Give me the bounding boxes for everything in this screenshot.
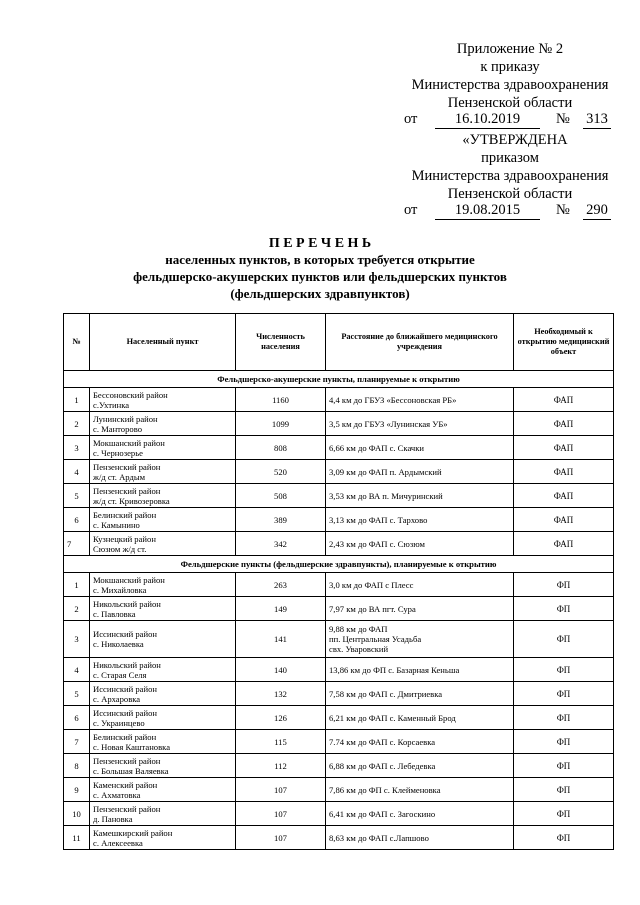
title-line-2: фельдшерско-акушерских пунктов или фельдшерских пунктов [133, 269, 507, 284]
facility-type: ФАП [514, 532, 614, 556]
table-row [64, 802, 614, 826]
facility-type: ФП [514, 597, 614, 621]
facility-type: ФП [514, 754, 614, 778]
settlement-name: Иссинский район с. Архаровка [90, 682, 236, 706]
number-sign-2: № [556, 202, 570, 218]
population-value: 107 [236, 802, 326, 826]
table-row [64, 412, 614, 436]
settlement-name: Никольский район с. Старая Селя [90, 658, 236, 682]
approved-date: 19.08.2015 [435, 201, 540, 220]
row-number: 9 [64, 778, 90, 802]
row-number: 5 [64, 484, 90, 508]
facility-type: ФАП [514, 508, 614, 532]
facility-type: ФП [514, 621, 614, 658]
row-number: 10 [64, 802, 90, 826]
table-row [64, 597, 614, 621]
table-row [64, 682, 614, 706]
approved-ministry-label: Министерства здравоохранения [411, 168, 609, 184]
distance-value: 6,21 км до ФАП с. Каменный Брод [326, 706, 514, 730]
population-value: 520 [236, 460, 326, 484]
table-row [64, 484, 614, 508]
table-row [64, 460, 614, 484]
document-title: П Е Р Е Ч Е Н Ь [268, 236, 372, 251]
approved-label: «УТВЕРЖДЕНА [462, 132, 568, 148]
population-value: 149 [236, 597, 326, 621]
settlement-name: Кузнецкий район Сюзюм ж/д ст. [90, 532, 236, 556]
facility-type: ФАП [514, 460, 614, 484]
row-number: 11 [64, 826, 90, 850]
table-row [64, 706, 614, 730]
population-value: 808 [236, 436, 326, 460]
facility-type: ФП [514, 826, 614, 850]
distance-value: 7.74 км до ФАП с. Корсаевка [326, 730, 514, 754]
settlement-name: Мокшанский район с. Чернозерье [90, 436, 236, 460]
facility-type: ФП [514, 682, 614, 706]
population-value: 126 [236, 706, 326, 730]
table-row [64, 778, 614, 802]
population-value: 389 [236, 508, 326, 532]
row-number: 1 [64, 573, 90, 597]
col-facility-header: Необходимый к открытию медицинский объект [514, 314, 614, 371]
population-value: 140 [236, 658, 326, 682]
row-number: 1 [64, 388, 90, 412]
distance-value: 9,88 км до ФАП пп. Центральная Усадьба свх. Уваровский [326, 621, 514, 658]
distance-value: 6,88 км до ФАП с. Лебедевка [326, 754, 514, 778]
distance-value: 7,58 км до ФАП с. Дмитриевка [326, 682, 514, 706]
settlement-name: Пензенский район с. Большая Валяевка [90, 754, 236, 778]
facility-type: ФАП [514, 412, 614, 436]
table-row [64, 621, 614, 658]
distance-value: 6,66 км до ФАП с. Скачки [326, 436, 514, 460]
table-row [64, 658, 614, 682]
population-value: 1160 [236, 388, 326, 412]
row-number: 6 [64, 508, 90, 532]
facility-type: ФП [514, 658, 614, 682]
col-place-header: Населенный пункт [90, 314, 236, 371]
population-value: 263 [236, 573, 326, 597]
distance-value: 3,53 км до ВА п. Мичуринский [326, 484, 514, 508]
settlement-name: Иссинский район с. Украинцево [90, 706, 236, 730]
order-number: 313 [583, 110, 611, 129]
appendix-label: Приложение № 2 [456, 41, 564, 57]
facility-type: ФАП [514, 436, 614, 460]
population-value: 107 [236, 778, 326, 802]
row-number: 2 [64, 412, 90, 436]
row-number: 7 [64, 730, 90, 754]
distance-value: 7,86 км до ФП с. Клейменовка [326, 778, 514, 802]
row-number: 5 [64, 682, 90, 706]
population-value: 1099 [236, 412, 326, 436]
distance-value: 2,43 км до ФАП с. Сюзюм [326, 532, 514, 556]
col-population-header: Численность населения [236, 314, 326, 371]
distance-value: 6,41 км до ФАП с. Загоскино [326, 802, 514, 826]
distance-value: 8,63 км до ФАП с.Лапшово [326, 826, 514, 850]
settlement-name: Лунинский район с. Манторово [90, 412, 236, 436]
row-number: 4 [64, 658, 90, 682]
settlement-name: Камешкирский район с. Алексеевка [90, 826, 236, 850]
settlement-name: Пензенский район ж/д ст. Кривозеровка [90, 484, 236, 508]
row-number: 4 [64, 460, 90, 484]
row-number: 3 [64, 621, 90, 658]
settlement-name: Белинский район с. Новая Каштановка [90, 730, 236, 754]
title-line-3: (фельдшерских здравпунктов) [230, 286, 410, 301]
table-row [64, 532, 614, 556]
distance-value: 13,86 км до ФП с. Базарная Кеньша [326, 658, 514, 682]
settlement-name: Никольский район с. Павловка [90, 597, 236, 621]
table-row [64, 754, 614, 778]
table-row [64, 508, 614, 532]
approved-region-label: Пензенской области [447, 186, 573, 202]
row-number: 6 [64, 706, 90, 730]
table-row [64, 730, 614, 754]
facility-type: ФП [514, 730, 614, 754]
row-number: 2 [64, 597, 90, 621]
distance-value: 7,97 км до ВА пгт. Сура [326, 597, 514, 621]
approved-number: 290 [583, 201, 611, 220]
distance-value: 3,13 км до ФАП с. Тархово [326, 508, 514, 532]
section-fap-heading: Фельдшерско-акушерские пункты, планируемые к открытию [64, 371, 614, 388]
col-number-header: № [64, 314, 90, 371]
population-value: 141 [236, 621, 326, 658]
distance-value: 4,4 км до ГБУЗ «Бессоновская РБ» [326, 388, 514, 412]
facility-type: ФП [514, 573, 614, 597]
settlement-name: Каменский район с. Ахматовка [90, 778, 236, 802]
table-row [64, 388, 614, 412]
row-number: 7 [64, 532, 90, 556]
distance-value: 3,09 км до ФАП п. Ардымский [326, 460, 514, 484]
settlement-name: Пензенский район д. Пановка [90, 802, 236, 826]
facility-type: ФП [514, 706, 614, 730]
population-value: 132 [236, 682, 326, 706]
population-value: 115 [236, 730, 326, 754]
facility-type: ФП [514, 778, 614, 802]
row-number: 8 [64, 754, 90, 778]
table-row [64, 573, 614, 597]
population-value: 342 [236, 532, 326, 556]
table-row [64, 826, 614, 850]
population-value: 508 [236, 484, 326, 508]
settlement-name: Пензенский район ж/д ст. Ардым [90, 460, 236, 484]
distance-value: 3,5 км до ГБУЗ «Лунинская УБ» [326, 412, 514, 436]
population-value: 112 [236, 754, 326, 778]
table-row [64, 436, 614, 460]
settlements-table [63, 313, 614, 850]
approved-order-label: приказом [481, 150, 539, 166]
distance-value: 3,0 км до ФАП с Плесс [326, 573, 514, 597]
order-date: 16.10.2019 [435, 110, 540, 129]
settlement-name: Белинский район с. Камынино [90, 508, 236, 532]
settlement-name: Бессоновский район с.Ухтинка [90, 388, 236, 412]
col-distance-header: Расстояние до ближайшего медицинского учреждения [326, 314, 514, 371]
ministry-label: Министерства здравоохранения [411, 77, 609, 93]
settlement-name: Иссинский район с. Николаевка [90, 621, 236, 658]
section-fp-heading: Фельдшерские пункты (фельдшерские здравпункты), планируемые к открытию [64, 556, 614, 573]
number-sign: № [556, 111, 570, 127]
row-number: 3 [64, 436, 90, 460]
facility-type: ФП [514, 802, 614, 826]
settlement-name: Мокшанский район с. Михайловка [90, 573, 236, 597]
facility-type: ФАП [514, 388, 614, 412]
title-line-1: населенных пунктов, в которых требуется открытие [165, 252, 475, 267]
from-label-2: от [404, 202, 418, 218]
table-header-row [64, 314, 614, 371]
facility-type: ФАП [514, 484, 614, 508]
population-value: 107 [236, 826, 326, 850]
from-label: от [404, 111, 418, 127]
region-label: Пензенской области [447, 95, 573, 111]
order-label: к приказу [480, 59, 540, 75]
